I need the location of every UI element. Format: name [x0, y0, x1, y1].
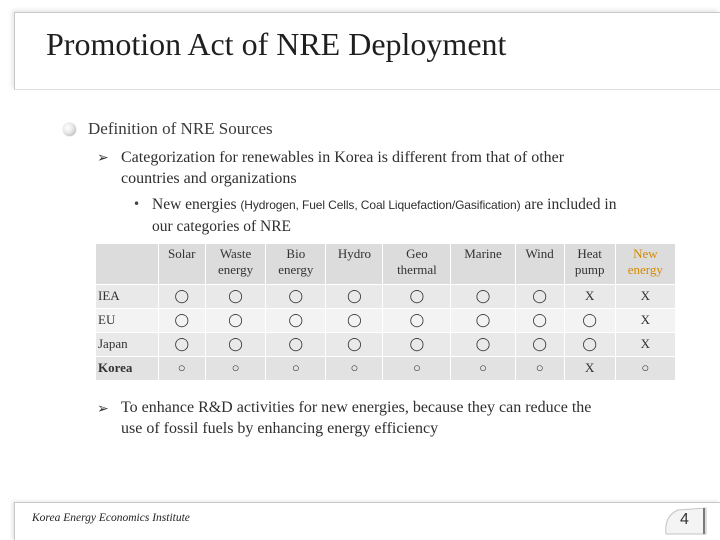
- table-cell: ◯: [205, 308, 265, 332]
- table-cell: ◯: [383, 332, 451, 356]
- table-cell: ◯: [515, 308, 564, 332]
- point-categorization-line2: countries and organizations: [121, 170, 297, 187]
- table-header-new-energy: New energy: [615, 244, 675, 284]
- table-cell: ◯: [515, 284, 564, 308]
- footer-organization: Korea Energy Economics Institute: [32, 512, 190, 524]
- row-label: Korea: [96, 356, 158, 380]
- table-cell: ◯: [326, 332, 383, 356]
- arrow-bullet-icon: ➢: [97, 150, 109, 166]
- table-cell: ◯: [564, 308, 615, 332]
- table-cell: ◯: [266, 332, 326, 356]
- table-cell: ○: [266, 356, 326, 380]
- nre-classification-table: [96, 244, 676, 381]
- point-categorization: [121, 147, 564, 189]
- section-heading: Definition of NRE Sources: [88, 119, 273, 138]
- table-header-wind: Wind: [515, 244, 564, 284]
- table-cell: ◯: [515, 332, 564, 356]
- table-cell: ◯: [383, 284, 451, 308]
- table-cell: ○: [326, 356, 383, 380]
- table-cell: ◯: [383, 308, 451, 332]
- row-label: IEA: [96, 284, 158, 308]
- table-cell: ◯: [326, 284, 383, 308]
- table-cell: ○: [451, 356, 515, 380]
- table-cell: X: [615, 332, 675, 356]
- row-label: EU: [96, 308, 158, 332]
- table-cell: ◯: [564, 332, 615, 356]
- table-header-solar: Solar: [158, 244, 205, 284]
- dot-bullet-icon: •: [133, 197, 141, 211]
- point-rnd-line1: To enhance R&D activities for new energies, because they can reduce the: [121, 399, 592, 416]
- table-cell: ◯: [266, 308, 326, 332]
- table-corner-cell: [96, 244, 158, 284]
- table-row-iea: [96, 284, 676, 308]
- table-cell: ○: [158, 356, 205, 380]
- table-header-row: [96, 244, 676, 284]
- table-cell: X: [615, 284, 675, 308]
- row-label: Japan: [96, 332, 158, 356]
- table-row-eu: [96, 308, 676, 332]
- table-cell: ◯: [158, 308, 205, 332]
- table-cell: X: [564, 356, 615, 380]
- table-cell: ◯: [266, 284, 326, 308]
- table-cell: X: [564, 284, 615, 308]
- arrow-bullet-icon: ➢: [97, 401, 109, 417]
- table-cell: ○: [383, 356, 451, 380]
- page-number: 4: [680, 511, 689, 528]
- point-rnd-line2: use of fossil fuels by enhancing energy efficiency: [121, 420, 439, 437]
- sub-point-new-energies: [152, 194, 616, 237]
- table-cell: ◯: [158, 284, 205, 308]
- table-header-hydro: Hydro: [326, 244, 383, 284]
- table-row-korea: [96, 356, 676, 380]
- sub-tail: are included in: [520, 196, 617, 213]
- page-number-badge: [662, 506, 708, 536]
- table-cell: ◯: [326, 308, 383, 332]
- table-header-marine: Marine: [451, 244, 515, 284]
- table-header-bio: Bio energy: [266, 244, 326, 284]
- table-header-waste: Waste energy: [205, 244, 265, 284]
- sphere-bullet-icon: [63, 123, 76, 136]
- table-cell: ◯: [451, 284, 515, 308]
- table-cell: ◯: [205, 284, 265, 308]
- table-cell: ◯: [451, 332, 515, 356]
- table-cell: ◯: [205, 332, 265, 356]
- point-rnd: [121, 397, 591, 439]
- table-header-heat-pump: Heat pump: [564, 244, 615, 284]
- table-cell: ◯: [158, 332, 205, 356]
- table-cell: X: [615, 308, 675, 332]
- table-cell: ◯: [451, 308, 515, 332]
- sub-line2: our categories of NRE: [152, 218, 292, 235]
- point-categorization-line1: Categorization for renewables in Korea is different from that of other: [121, 149, 565, 166]
- table-cell: ○: [205, 356, 265, 380]
- table-row-japan: [96, 332, 676, 356]
- sub-detail: (Hydrogen, Fuel Cells, Coal Liquefaction/Gasification): [240, 198, 521, 212]
- table-cell: ○: [515, 356, 564, 380]
- table-cell: ○: [615, 356, 675, 380]
- sub-lead: New energies: [152, 196, 241, 213]
- slide-title: Promotion Act of NRE Deployment: [46, 26, 507, 62]
- table-header-geothermal: Geo thermal: [383, 244, 451, 284]
